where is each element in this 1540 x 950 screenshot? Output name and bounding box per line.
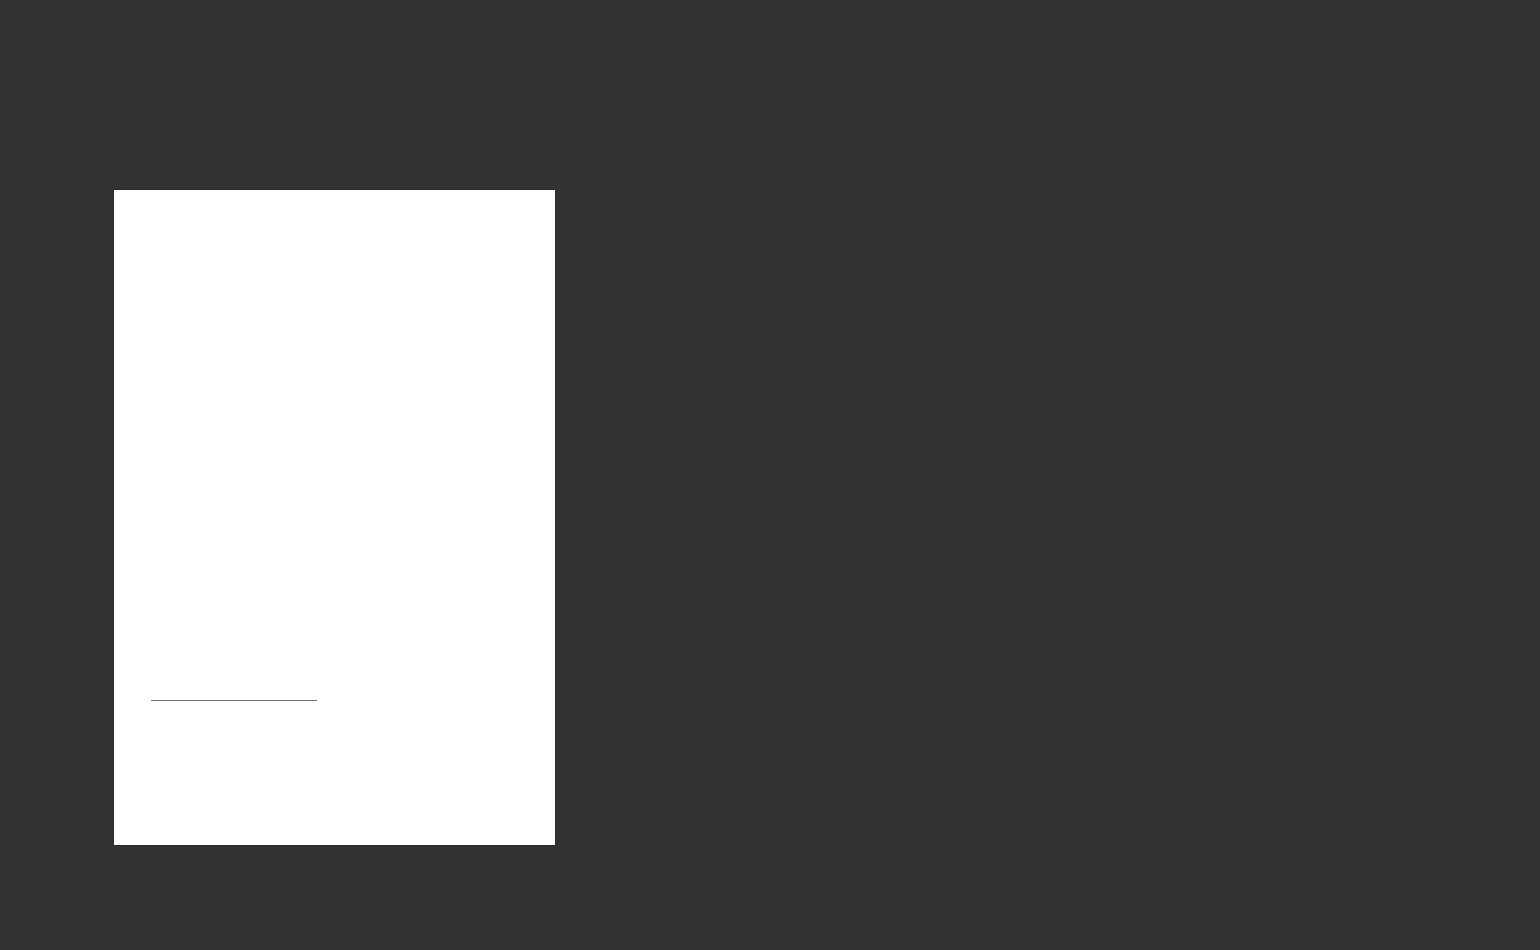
headline <box>649 400 1529 625</box>
paper-abstract <box>186 422 478 680</box>
headline-line <box>649 475 1529 550</box>
divider-bar <box>641 779 1540 787</box>
headline-line <box>649 550 1529 625</box>
headline-line <box>649 400 1529 475</box>
paper-thumbnail <box>114 190 555 845</box>
footnote-rule <box>151 700 317 701</box>
